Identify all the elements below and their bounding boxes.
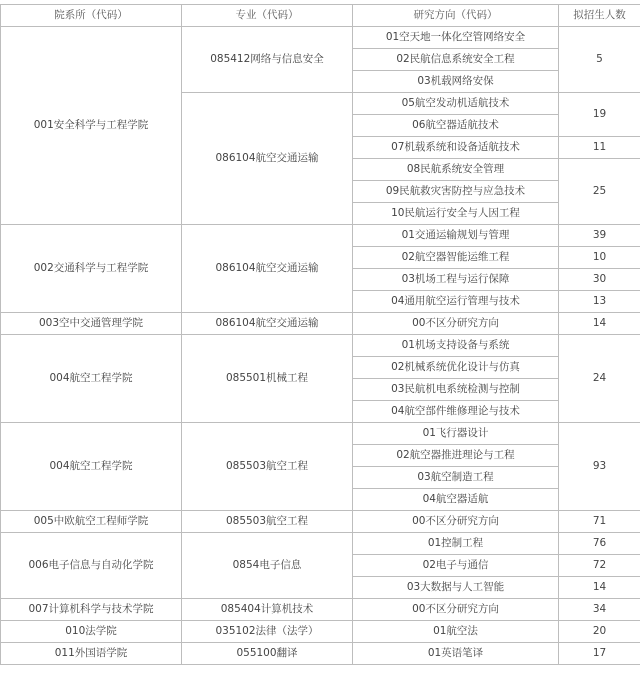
direction-cell: 00不区分研究方向 [353,511,559,533]
header-college: 院系所（代码） [1,5,182,27]
count-cell: 14 [559,313,640,335]
direction-cell: 01空天地一体化空管网络安全 [353,27,559,49]
major-cell: 085503航空工程 [182,423,353,511]
count-cell: 25 [559,159,640,225]
major-cell: 085501机械工程 [182,335,353,423]
direction-cell: 09民航救灾害防控与应急技术 [353,181,559,203]
count-cell: 13 [559,291,640,313]
direction-cell: 04航空部件维修理论与技术 [353,401,559,423]
count-cell: 39 [559,225,640,247]
count-cell: 17 [559,643,640,665]
college-cell: 004航空工程学院 [1,335,182,423]
major-cell: 085503航空工程 [182,511,353,533]
header-count: 拟招生人数 [559,5,640,27]
direction-cell: 03航空制造工程 [353,467,559,489]
table-row [1,313,640,335]
direction-cell: 03机场工程与运行保障 [353,269,559,291]
table-row [1,533,640,555]
direction-cell: 04通用航空运行管理与技术 [353,291,559,313]
direction-cell: 02电子与通信 [353,555,559,577]
direction-cell: 10民航运行安全与人因工程 [353,203,559,225]
college-cell: 001安全科学与工程学院 [1,27,182,225]
table-row [1,621,640,643]
header-direction: 研究方向（代码） [353,5,559,27]
college-cell: 004航空工程学院 [1,423,182,511]
college-cell: 005中欧航空工程师学院 [1,511,182,533]
count-cell: 93 [559,423,640,511]
header-row [1,5,640,27]
table-row [1,511,640,533]
college-cell: 003空中交通管理学院 [1,313,182,335]
college-cell: 006电子信息与自动化学院 [1,533,182,599]
count-cell: 14 [559,577,640,599]
direction-cell: 07机载系统和设备适航技术 [353,137,559,159]
major-cell: 086104航空交通运输 [182,93,353,225]
table-row [1,423,640,445]
direction-cell: 00不区分研究方向 [353,599,559,621]
direction-cell: 02航空器智能运维工程 [353,247,559,269]
direction-cell: 03民航机电系统检测与控制 [353,379,559,401]
count-cell: 20 [559,621,640,643]
direction-cell: 01英语笔译 [353,643,559,665]
college-cell: 010法学院 [1,621,182,643]
major-cell: 086104航空交通运输 [182,313,353,335]
count-cell: 11 [559,137,640,159]
count-cell: 24 [559,335,640,423]
college-cell: 002交通科学与工程学院 [1,225,182,313]
direction-cell: 04航空器适航 [353,489,559,511]
table-body [1,27,640,665]
direction-cell: 05航空发动机适航技术 [353,93,559,115]
direction-cell: 01交通运输规划与管理 [353,225,559,247]
major-cell: 0854电子信息 [182,533,353,599]
direction-cell: 01航空法 [353,621,559,643]
major-cell: 035102法律（法学） [182,621,353,643]
direction-cell: 06航空器适航技术 [353,115,559,137]
header-major: 专业（代码） [182,5,353,27]
direction-cell: 01飞行器设计 [353,423,559,445]
direction-cell: 08民航系统安全管理 [353,159,559,181]
direction-cell: 01控制工程 [353,533,559,555]
count-cell: 72 [559,555,640,577]
count-cell: 10 [559,247,640,269]
major-cell: 085404计算机技术 [182,599,353,621]
table-row [1,225,640,247]
count-cell: 5 [559,27,640,93]
direction-cell: 02机械系统优化设计与仿真 [353,357,559,379]
count-cell: 34 [559,599,640,621]
count-cell: 19 [559,93,640,137]
direction-cell: 02航空器推进理论与工程 [353,445,559,467]
enrollment-table [0,4,640,665]
direction-cell: 03机载网络安保 [353,71,559,93]
count-cell: 71 [559,511,640,533]
college-cell: 011外国语学院 [1,643,182,665]
count-cell: 30 [559,269,640,291]
major-cell: 086104航空交通运输 [182,225,353,313]
table-row [1,643,640,665]
major-cell: 085412网络与信息安全 [182,27,353,93]
direction-cell: 01机场支持设备与系统 [353,335,559,357]
direction-cell: 03大数据与人工智能 [353,577,559,599]
table-row [1,599,640,621]
major-cell: 055100翻译 [182,643,353,665]
table-row [1,335,640,357]
direction-cell: 00不区分研究方向 [353,313,559,335]
direction-cell: 02民航信息系统安全工程 [353,49,559,71]
table-row [1,27,640,49]
college-cell: 007计算机科学与技术学院 [1,599,182,621]
count-cell: 76 [559,533,640,555]
